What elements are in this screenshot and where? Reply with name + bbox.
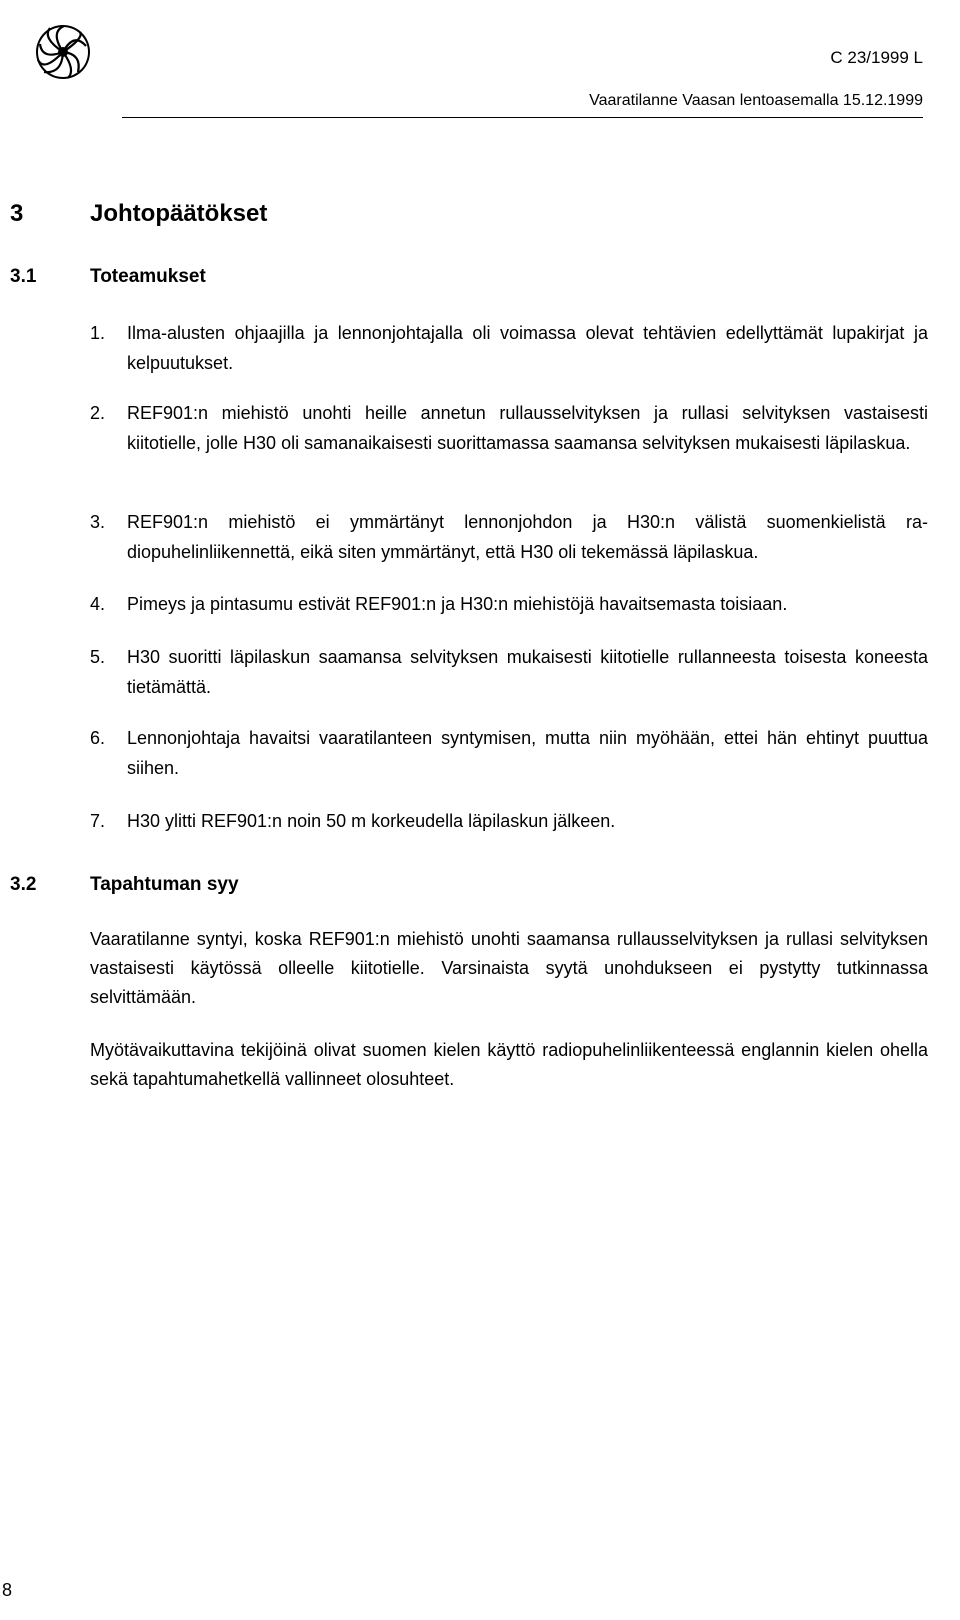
logo (4, 2, 122, 102)
list-item (90, 723, 928, 783)
list-item-text: Ilma-alusten ohjaajilla ja lennonjohtajalla oli voimassa olevat tehtävien edellyttämät lupakirjat ja kelpuutukset. (127, 323, 928, 373)
header-divider (122, 117, 923, 118)
list-item-number: 3. (90, 512, 106, 532)
subsection-title: Tapahtuman syy (90, 874, 239, 895)
list-item-text: Pimeys ja pintasumu estivät REF901:n ja H30:n miehistöjä havaitsemasta toisiaan. (127, 594, 788, 614)
list-item (90, 589, 928, 619)
list-item-number: 1. (90, 323, 106, 343)
logo-emblem (4, 2, 122, 102)
subsection-number: 3.1 (10, 266, 37, 287)
subsection-heading (10, 874, 239, 896)
list-item-number: 6. (90, 728, 106, 748)
section-number: 3 (10, 200, 24, 227)
section-heading (10, 200, 267, 228)
list-item-text: REF901:n miehistö ei ymmärtänyt lennonjohdon ja H30:n välistä suomenkielistä radiopuhelinliikennettä, eikä siten ymmärtänyt, että H30 oli tekemässä läpilaskua. (127, 512, 928, 562)
subsection-heading (10, 266, 206, 288)
paragraph: Vaaratilanne syntyi, koska REF901:n miehistö unohti saamansa rullausselvityksen ja rullasi selvityksen vastaisesti käytössä olleelle kiitotielle. Varsinaista syytä unohdukseen ei pystytty tutkinnassa selvittämään. (90, 929, 928, 1007)
list-item-number: 2. (90, 403, 106, 423)
list-item-number: 4. (90, 594, 106, 614)
list-item-text: H30 ylitti REF901:n noin 50 m korkeudella läpilaskun jälkeen. (127, 811, 616, 831)
list-item (90, 806, 928, 836)
list-item-text: H30 suoritti läpilaskun saamansa selvityksen mukaisesti kiitotielle rullanneesta toisesta koneesta tietämättä. (127, 647, 928, 697)
list-item (90, 507, 928, 567)
list-item-text: Lennonjohtaja havaitsi vaaratilanteen syntymisen, mutta niin myöhään, ettei hän ehtinyt puuttua siihen. (127, 728, 928, 778)
list-item-number: 7. (90, 811, 106, 831)
list-item-number: 5. (90, 647, 106, 667)
page-number: 8 (2, 1580, 13, 1600)
subsection-number: 3.2 (10, 874, 37, 895)
list-item (90, 398, 928, 458)
list-item-text: REF901:n miehistö unohti heille annetun rullausselvityksen ja rullasi selvityksen vastaisesti kiitotielle, jolle H30 oli samanaikaisesti suorittamassa saamansa selvityksen mukaisesti läpilaskua. (127, 403, 928, 453)
list-item (90, 642, 928, 702)
list-item (90, 318, 928, 378)
paragraph: Myötävaikuttavina tekijöinä olivat suomen kielen käyttö radiopuhelinliikenteessä englannin kielen ohella sekä tapahtumahetkellä vallinneet olosuhteet. (90, 1040, 928, 1089)
subsection-title: Toteamukset (90, 266, 206, 287)
report-code: C 23/1999 L (830, 48, 923, 67)
section-title: Johtopäätökset (90, 200, 268, 227)
report-title: Vaaratilanne Vaasan lentoasemalla 15.12.1999 (589, 92, 923, 109)
